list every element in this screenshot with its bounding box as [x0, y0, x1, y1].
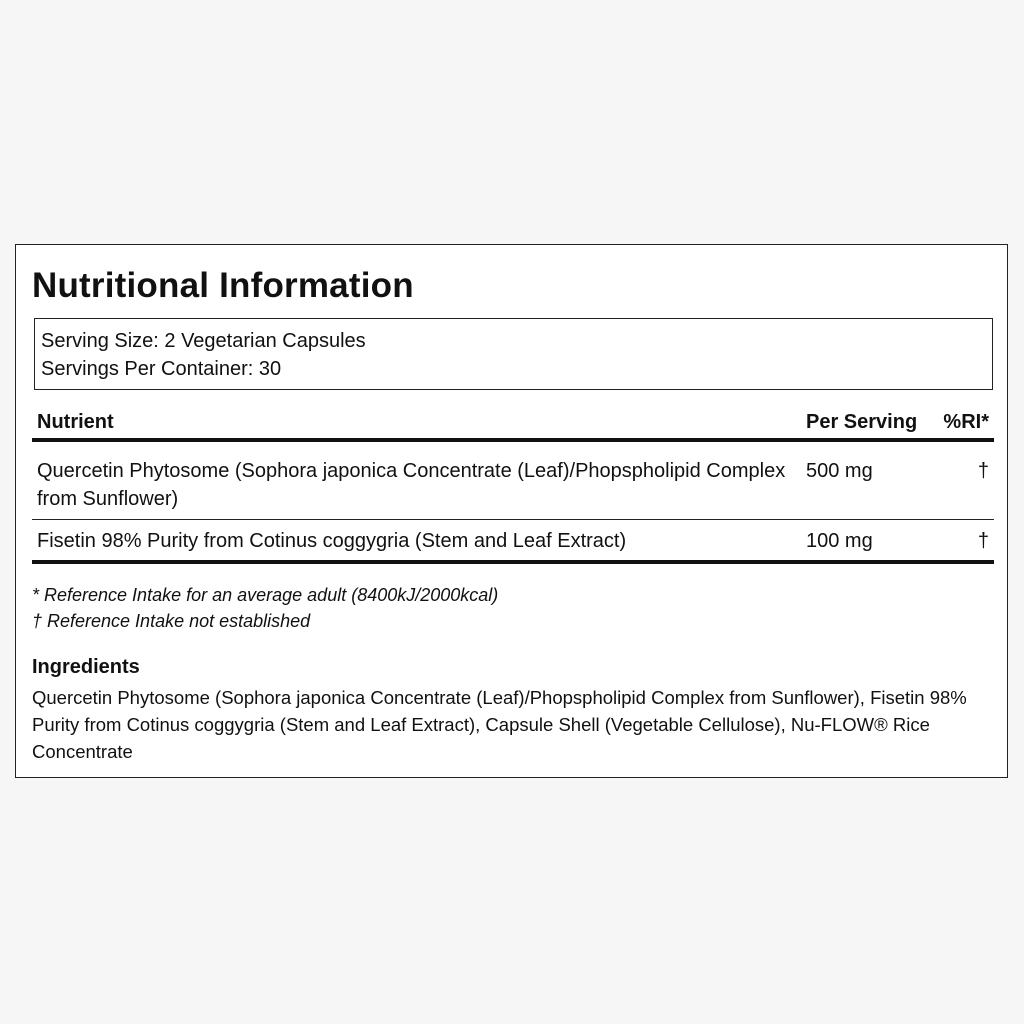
- servings-per-container: Servings Per Container: 30: [41, 358, 282, 380]
- ingredients-text: Quercetin Phytosome (Sophora japonica Concentrate (Leaf)/Phopspholipid Complex from Sunflower), Fisetin 98% Purity from Cotinus coggygria (Stem and Leaf Extract), Capsule Shell (Vegetable Cellulose), Nu-FLOW® Rice Concentrate: [32, 687, 967, 762]
- nutrient-name: Fisetin 98% Purity from Cotinus coggygria (Stem and Leaf Extract): [37, 530, 627, 552]
- ingredients-heading: Ingredients: [32, 656, 140, 678]
- panel-title: Nutritional Information: [32, 266, 414, 305]
- table-row: [32, 442, 994, 520]
- nutrient-ri: †: [977, 460, 989, 482]
- nutrition-panel: [15, 244, 1008, 778]
- nutrient-amount: 500 mg: [806, 460, 873, 482]
- table-row: [32, 520, 994, 564]
- footnote-ri-not-established: † Reference Intake not established: [32, 611, 311, 631]
- header-ri: %RI*: [943, 411, 989, 433]
- table-header-row: [32, 405, 994, 442]
- nutrient-name: Quercetin Phytosome (Sophora japonica Concentrate (Leaf)/Phopspholipid Complex from Sunflower): [37, 460, 786, 510]
- nutrient-amount: 100 mg: [806, 530, 873, 552]
- serving-info-box: [34, 318, 993, 390]
- footnotes: [32, 582, 498, 634]
- nutrient-table: [32, 405, 994, 564]
- header-nutrient: Nutrient: [37, 411, 114, 433]
- header-per-serving: Per Serving: [806, 411, 918, 433]
- footnote-ri-adult: * Reference Intake for an average adult (8400kJ/2000kcal): [32, 585, 499, 605]
- nutrient-ri: †: [977, 530, 989, 552]
- serving-size: Serving Size: 2 Vegetarian Capsules: [41, 330, 366, 352]
